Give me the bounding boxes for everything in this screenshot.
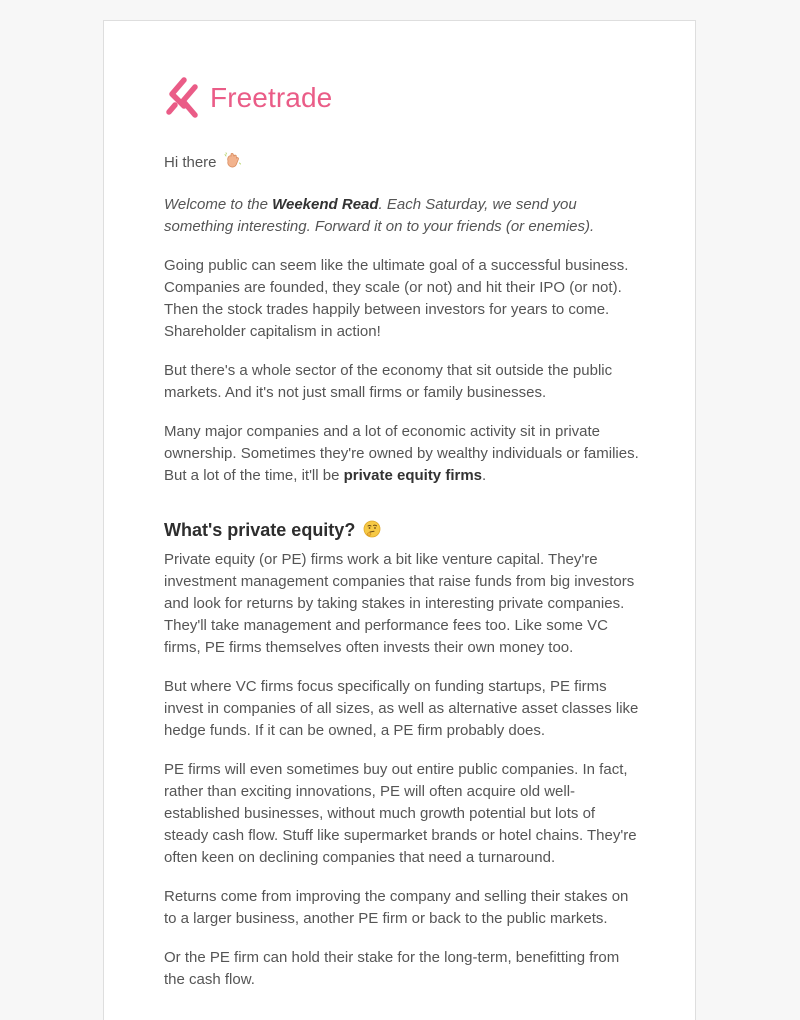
pe-bold: private equity firms bbox=[343, 467, 483, 484]
section-paragraph: But where VC firms focus specifically on funding startups, PE firms invest in companies of all sizes, as well as alternative asset classes like hedge funds. If it can be owned, a PE firm probably does. bbox=[164, 678, 639, 739]
freetrade-logo-icon bbox=[164, 76, 202, 120]
section-heading-text: What's private equity? bbox=[164, 520, 356, 540]
section-paragraph: Returns come from improving the company and selling their stakes on to a larger business, another PE firm or back to the public markets. bbox=[164, 888, 629, 927]
pe-suffix: . bbox=[482, 467, 487, 484]
section-paragraph: Private equity (or PE) firms work a bit like venture capital. They're investment management companies that raise funds from big investors and look for returns by taking stakes in interesting private companies. They'll take management and performance fees too. Like some VC firms, PE firms themselves often invests their own money too. bbox=[164, 551, 635, 656]
email-content bbox=[164, 76, 640, 1008]
section-paragraph: Or the PE firm can hold their stake for the long-term, benefitting from the cash flow. bbox=[164, 949, 620, 988]
greeting bbox=[164, 152, 640, 176]
intro-paragraph bbox=[164, 194, 640, 238]
body-paragraph: But there's a whole sector of the economy that sit outside the public markets. And it's not just small firms or family businesses. bbox=[164, 362, 613, 401]
greeting-text: Hi there bbox=[164, 154, 217, 171]
intro-suffix: . Each Saturday, we send you something interesting. Forward it on to your friends (or enemies). bbox=[164, 196, 595, 235]
pe-prefix: Many major companies and a lot of economic activity sit in private ownership. Sometimes they're owned by wealthy individuals or families. But a lot of the time, it'll be bbox=[164, 423, 639, 484]
section-paragraph: PE firms will even sometimes buy out entire public companies. In fact, rather than exciting innovations, PE will often acquire old well-established businesses, without much growth potential but lots of steady cash flow. Stuff like supermarket brands or hotel chains. They're often keen on declining companies that need a turnaround. bbox=[164, 761, 637, 866]
waving-hand-icon bbox=[224, 152, 241, 176]
section-heading bbox=[164, 519, 640, 543]
intro-bold: Weekend Read bbox=[272, 196, 379, 213]
freetrade-wordmark: Freetrade bbox=[210, 82, 333, 113]
intro-prefix: Welcome to the bbox=[164, 196, 273, 213]
email-card bbox=[103, 20, 696, 1020]
thinking-face-icon bbox=[363, 520, 381, 543]
private-equity-paragraph bbox=[164, 421, 640, 487]
body-paragraph: Going public can seem like the ultimate goal of a successful business. Companies are founded, they scale (or not) and hit their IPO (or not). Then the stock trades happily between investors for years to come. Shareholder capitalism in action! bbox=[164, 257, 629, 340]
freetrade-logo[interactable] bbox=[164, 76, 640, 120]
